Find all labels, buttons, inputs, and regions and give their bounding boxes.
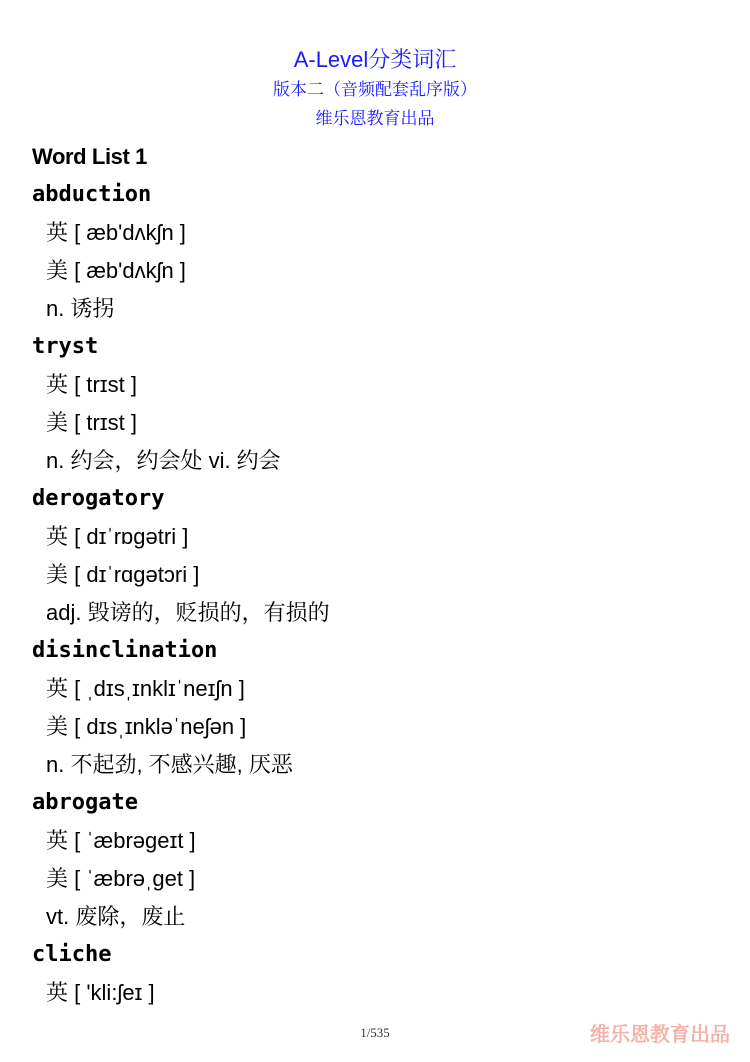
definition: n. 不起劲, 不感兴趣, 厌恶 bbox=[46, 752, 293, 777]
word-entry-cliche bbox=[32, 936, 722, 1012]
word-entry-abrogate bbox=[32, 784, 722, 936]
definition: n. 诱拐 bbox=[46, 296, 115, 321]
definition: n. 约会，约会处 vi. 约会 bbox=[46, 448, 281, 473]
definition: vt. 废除，废止 bbox=[46, 904, 186, 929]
uk-pronunciation: 英 [ trɪst ] bbox=[46, 372, 137, 397]
word-entry-disinclination bbox=[32, 632, 722, 784]
us-pronunciation: 美 [ dɪsˌɪnkləˈneʃən ] bbox=[46, 714, 247, 739]
word-entry-abduction bbox=[32, 176, 722, 328]
headword: abduction bbox=[32, 182, 152, 207]
headword: cliche bbox=[32, 942, 112, 967]
uk-pronunciation: 英 [ dɪˈrɒgətri ] bbox=[46, 524, 189, 549]
headword: disinclination bbox=[32, 638, 218, 663]
uk-pronunciation: 英 [ ˈæbrəgeɪt ] bbox=[46, 828, 196, 853]
publisher-watermark: 维乐恩教育出品 bbox=[590, 1022, 730, 1046]
headword: abrogate bbox=[32, 790, 138, 815]
us-pronunciation: 美 [ æb'dʌkʃn ] bbox=[46, 258, 186, 283]
definition: adj. 毁谤的，贬损的，有损的 bbox=[46, 600, 330, 625]
uk-pronunciation: 英 [ 'kli:ʃeɪ ] bbox=[46, 980, 155, 1005]
page-number: 1/535 bbox=[360, 1025, 390, 1040]
us-pronunciation: 美 [ ˈæbrəˌget ] bbox=[46, 866, 196, 891]
document-title: A-Level分类词汇 bbox=[293, 47, 457, 72]
word-list bbox=[32, 138, 722, 1012]
us-pronunciation: 美 [ dɪˈrɑgətɔri ] bbox=[46, 562, 200, 587]
us-pronunciation: 美 [ trɪst ] bbox=[46, 410, 137, 435]
document-publisher: 维乐恩教育出品 bbox=[315, 109, 435, 128]
document-subtitle: 版本二（音频配套乱序版） bbox=[273, 80, 477, 99]
word-list-heading: Word List 1 bbox=[32, 144, 147, 169]
uk-pronunciation: 英 [ ˌdɪsˌɪnklɪˈneɪʃn ] bbox=[46, 676, 245, 701]
uk-pronunciation: 英 [ æb'dʌkʃn ] bbox=[46, 220, 186, 245]
headword: tryst bbox=[32, 334, 99, 359]
word-entry-tryst bbox=[32, 328, 722, 480]
document-header bbox=[0, 44, 750, 134]
headword: derogatory bbox=[32, 486, 165, 511]
word-entry-derogatory bbox=[32, 480, 722, 632]
